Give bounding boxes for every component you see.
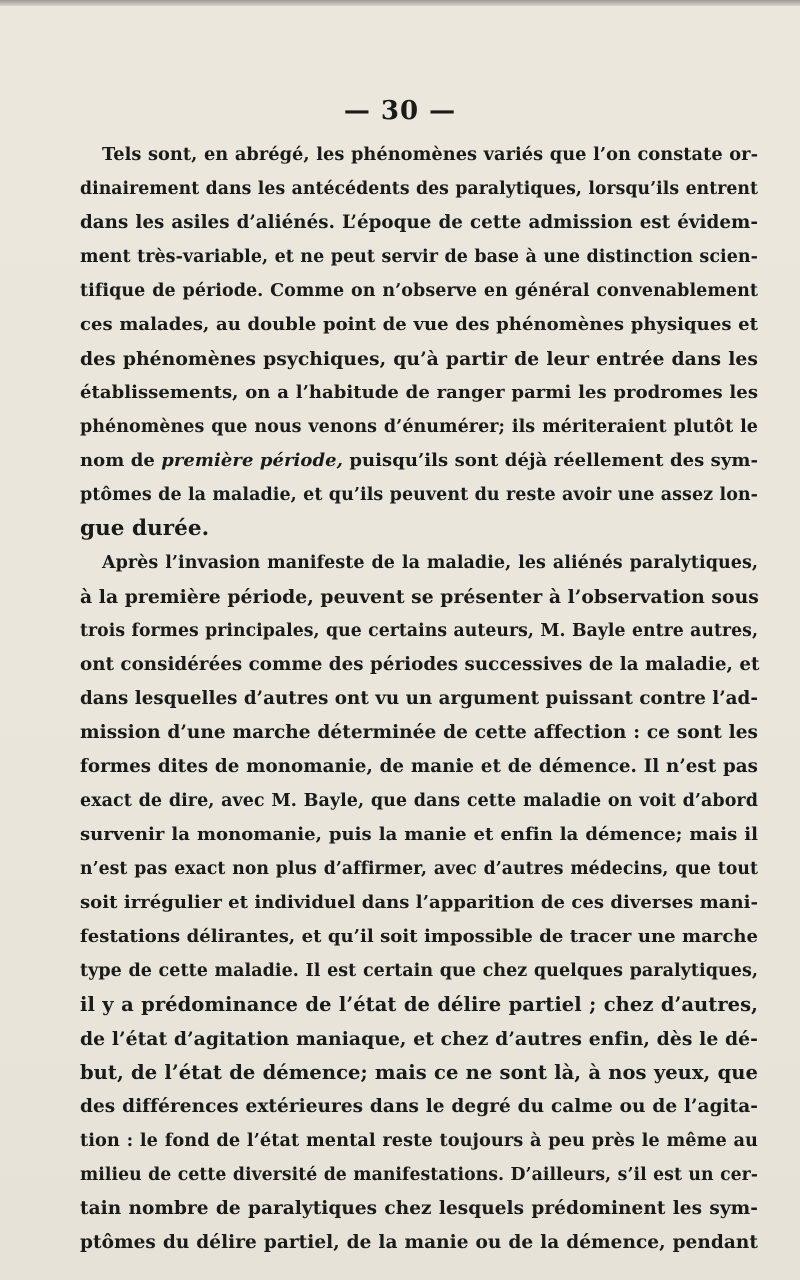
text-line: à la première période, peuvent se présenter à l’observation sous bbox=[80, 586, 759, 608]
text-line: ont considérées comme des périodes successives de la maladie, et bbox=[80, 654, 760, 675]
text-line: gue durée. bbox=[80, 516, 210, 541]
page-number: — 30 — bbox=[343, 96, 457, 126]
text-line: but, de l’état de démence; mais ce ne sont là, à nos yeux, que bbox=[80, 1061, 758, 1084]
text-line: établissements, on a l’habitude de ranger parmi les prodromes les bbox=[80, 382, 758, 403]
text-line: dans les asiles d’aliénés. L’époque de cette admission est évidem- bbox=[80, 212, 758, 233]
body-text bbox=[80, 138, 758, 1260]
text-line: survenir la monomanie, puis la manie et enfin la démence; mais il bbox=[80, 824, 758, 845]
text-line: des phénomènes psychiques, qu’à partir de leur entrée dans les bbox=[80, 348, 758, 370]
text-line: tain nombre de paralytiques chez lesquels prédominent les sym- bbox=[80, 1198, 758, 1219]
text-line: dans lesquelles d’autres ont vu un argument puissant contre l’ad- bbox=[80, 688, 758, 709]
page-top-edge bbox=[0, 0, 800, 6]
text-segment: nom de bbox=[80, 450, 162, 471]
text-line: Après l’invasion manifeste de la maladie, les aliénés paralytiques, bbox=[102, 553, 758, 573]
text-line: milieu de cette diversité de manifestations. D’ailleurs, s’il est un cer- bbox=[80, 1165, 758, 1185]
text-line: ptômes de la maladie, et qu’ils peuvent du reste avoir une assez lon- bbox=[80, 485, 758, 505]
text-line: il y a prédominance de l’état de délire partiel ; chez d’autres, bbox=[80, 993, 758, 1016]
text-line: n’est pas exact non plus d’affirmer, avec d’autres médecins, que tout bbox=[80, 859, 758, 879]
italic-phrase: première période, bbox=[161, 450, 343, 471]
text-line: de l’état d’agitation maniaque, et chez d’autres enfin, dès le dé- bbox=[80, 1028, 758, 1050]
text-line bbox=[80, 444, 758, 478]
text-line: phénomènes que nous venons d’énumérer; ils mériteraient plutôt le bbox=[80, 417, 758, 437]
text-line: exact de dire, avec M. Bayle, que dans cette maladie on voit d’abord bbox=[80, 791, 758, 811]
text-segment: puisqu’ils sont déjà réellement des sym- bbox=[342, 450, 758, 471]
text-line: festations délirantes, et qu’il soit impossible de tracer une marche bbox=[80, 926, 758, 947]
text-line: formes dites de monomanie, de manie et de démence. Il n’est pas bbox=[80, 756, 758, 777]
text-line: tifique de période. Comme on n’observe en général convenablement bbox=[80, 281, 758, 301]
text-line: ment très-variable, et ne peut servir de base à une distinction scien- bbox=[80, 247, 758, 267]
text-line: soit irrégulier et individuel dans l’apparition de ces diverses mani- bbox=[80, 892, 758, 913]
text-line: type de cette maladie. Il est certain que chez quelques paralytiques, bbox=[80, 961, 758, 981]
text-line: dinairement dans les antécédents des paralytiques, lorsqu’ils entrent bbox=[80, 179, 758, 199]
text-line: ces malades, au double point de vue des phénomènes physiques et bbox=[80, 314, 758, 335]
text-line: des différences extérieures dans le degré du calme ou de l’agita- bbox=[80, 1096, 758, 1117]
text-line: mission d’une marche déterminée de cette affection : ce sont les bbox=[80, 722, 758, 743]
text-line: ptômes du délire partiel, de la manie ou de la démence, pendant bbox=[80, 1232, 758, 1253]
text-line: trois formes principales, que certains auteurs, M. Bayle entre autres, bbox=[80, 621, 758, 641]
text-line: Tels sont, en abrégé, les phénomènes variés que l’on constate or- bbox=[102, 144, 758, 165]
text-line: tion : le fond de l’état mental reste toujours à peu près le même au bbox=[80, 1130, 758, 1151]
